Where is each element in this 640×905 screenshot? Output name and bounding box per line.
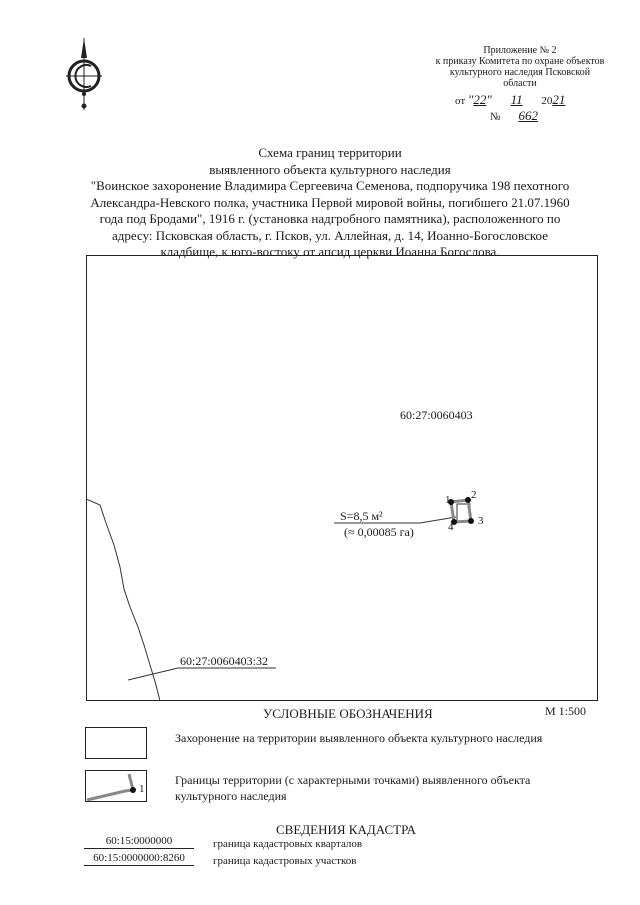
cadastre-quarter-desc: граница кадастровых кварталов xyxy=(213,838,363,850)
cadastre-quarter-sample: 60:15:0000000 xyxy=(84,835,194,849)
point-label-3: 3 xyxy=(478,515,484,527)
date-year-prefix: 20 xyxy=(541,95,553,107)
parcel-label-leader xyxy=(128,668,178,680)
number-prefix: № xyxy=(490,111,501,123)
boundary-point-3 xyxy=(468,518,474,524)
map-drawing xyxy=(86,255,598,701)
appendix-block xyxy=(420,45,620,89)
point-label-1: 1 xyxy=(445,494,451,506)
territory-boundary xyxy=(451,500,471,522)
appendix-line-3: культурного наследия Псковской xyxy=(449,67,591,78)
title-line: кладбище, к юго-востоку от апсид церкви Иоанна Богослова. xyxy=(160,244,500,259)
legend-item-2 xyxy=(175,772,530,804)
point-label-2: 2 xyxy=(471,489,477,501)
legend-heading: УСЛОВНЫЕ ОБОЗНАЧЕНИЯ xyxy=(263,706,433,721)
title-line: Александра-Невского полка, участника Первой мировой войны, погибшего 21.07.1960 xyxy=(90,194,570,210)
quarter-label: 60:27:0060403 xyxy=(400,408,473,422)
legend-item-1: Захоронение на территории выявленного объекта культурного наследия xyxy=(175,731,543,745)
compass-emblem-icon xyxy=(58,36,110,112)
date-year: 21 xyxy=(552,92,566,107)
date-month: 11 xyxy=(510,92,523,107)
date-prefix: от xyxy=(455,95,466,107)
legend-boundary-sample xyxy=(85,770,147,802)
number-value: 662 xyxy=(518,108,538,123)
cadastre-heading: СВЕДЕНИЯ КАДАСТРА xyxy=(276,822,417,837)
title-line: Схема границ территории xyxy=(258,145,402,160)
cadastre-parcel-sample: 60:15:0000000:8260 xyxy=(84,852,194,866)
area-ha-label: (≈ 0,00085 га) xyxy=(344,525,414,539)
legend-item-2-line-1: Границы территории (с характерными точками) выявленного объекта xyxy=(175,773,531,787)
title-line: года под Бродами", 1916 г. (установка надгробного памятника), расположенного по xyxy=(99,211,561,226)
appendix-number xyxy=(490,108,553,124)
document-title xyxy=(60,145,600,261)
title-line: "Воинское захоронение Владимира Сергеевича Семенова, подпоручика 198 пехотного xyxy=(90,178,570,193)
title-line: выявленного объекта культурного наследия xyxy=(209,161,451,177)
appendix-line-4: области xyxy=(503,78,537,89)
appendix-date: от "22" 11 2021 xyxy=(455,92,566,107)
legend-item-2-line-2: культурного наследия xyxy=(175,789,287,803)
area-label: S=8,5 м² xyxy=(340,509,383,523)
parcel-label: 60:27:0060403:32 xyxy=(180,654,269,668)
legend-burial-swatch xyxy=(85,727,147,759)
title-line: адресу: Псковская область, г. Псков, ул. Аллейная, д. 14, Иоанно-Богословское xyxy=(112,227,548,243)
map-scale: М 1:500 xyxy=(545,704,587,718)
cadastre-parcel-desc: граница кадастровых участков xyxy=(213,855,357,867)
quarter-boundary-line xyxy=(86,499,160,701)
date-day: 22 xyxy=(473,92,487,107)
appendix-line-2: к приказу Комитета по охране объектов xyxy=(435,56,605,67)
appendix-line-1: Приложение № 2 xyxy=(483,45,557,56)
point-label-4: 4 xyxy=(448,521,454,533)
legend-point-label: 1 xyxy=(139,783,145,795)
